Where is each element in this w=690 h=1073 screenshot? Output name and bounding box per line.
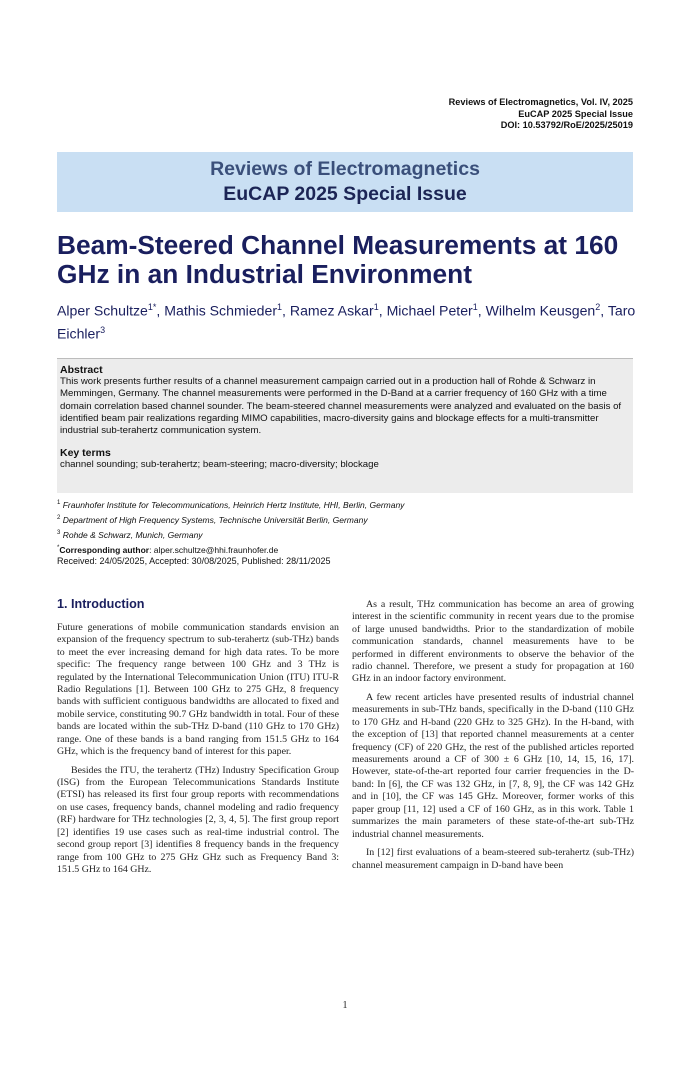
author-affiliation-mark: 3 bbox=[100, 324, 106, 335]
author-name: Michael Peter bbox=[386, 302, 473, 319]
author-separator: , bbox=[477, 302, 486, 319]
author-name: Wilhelm Keusgen bbox=[485, 302, 596, 319]
paragraph: Future generations of mobile communication standards envision an expansion of the frequency spectrum to sub-terahertz (sub-THz) bands to meet the ever increasing demand for high data rates. To be more specific: The frequency range between 100 GHz and 3 THz is regulated by the International Telecommunication Union (ITU) ITU-R Radio Regulations [1]. Between 100 GHz to 275 GHz, 8 frequency bands with sufficient contiguous bandwidths are allocated to fixed and mobile service, constituting 90.7 GHz bandwidth in total. Four of these bands are located within the sub-THz D-band (110 GHz to 170 GHz) range. One of these bands is a band ranging from 151.5 GHz to 164 GHz, which is the frequency band of interest for this paper. bbox=[57, 622, 339, 758]
key-terms-heading: Key terms bbox=[60, 447, 111, 460]
affiliation-1: $^1$ Fraunhofer Institute for Telecommunications, Heinrich Hertz Institute, HHI, Berlin, Germany bbox=[57, 499, 405, 510]
corresponding-author: *Corresponding author: alper.schultze@hhi.fraunhofer.de bbox=[57, 545, 279, 556]
author-list bbox=[57, 298, 637, 343]
paragraph: In [12] first evaluations of a beam-steered sub-terahertz (sub-THz) channel measurement campaign in D-band have been bbox=[352, 847, 634, 871]
paragraph: A few recent articles have presented results of industrial channel measurements in sub-THz bands, specifically in the D-band (110 GHz to 170 GHz and H-band (220 GHz to 325 GHz). In the H-band, with the exception of [13] that reported channel measurements at a center frequency (CF) of 220 GHz, the rest of the published articles reported measurements around a CF of 300 ± 6 GHz [10, 14, 15, 16, 17]. However, state-of-the-art reported four carrier frequencies in the D-band: In [6], the CF was 132 GHz, in [7, 8, 9], the CF was 142 GHz and in [10], the CF was 145 GHz. Moreover, former works of this paper group [11, 12] used a CF of 160 GHz, as in this work. Table 1 summarizes the main parameters of these state-of-the-art sub-THz industrial channel measurements. bbox=[352, 692, 634, 840]
abstract-heading: Abstract bbox=[60, 364, 103, 376]
author-name: Mathis Schmieder bbox=[164, 302, 278, 319]
affiliation-2: $^2$ Department of High Frequency Systems, Technische Universität Berlin, Germany bbox=[57, 514, 368, 525]
author-affiliation-mark: 1* bbox=[147, 302, 157, 312]
author-separator: , bbox=[156, 302, 165, 319]
journal-doi[interactable]: DOI: 10.53792/RoE/2025/25019 bbox=[500, 120, 633, 130]
paper-title: Beam-Steered Channel Measurements at 160 GHz in an Industrial Environment bbox=[57, 230, 619, 289]
page-number: 1 bbox=[342, 1000, 348, 1011]
journal-volume: Reviews of Electromagnetics, Vol. IV, 2025 bbox=[448, 97, 633, 107]
journal-banner bbox=[57, 152, 633, 212]
journal-header bbox=[449, 97, 633, 132]
author-affiliation-mark: 2 bbox=[595, 302, 601, 312]
abstract-box bbox=[57, 358, 633, 493]
author-name: Alper Schultze bbox=[57, 302, 148, 319]
affiliations bbox=[57, 497, 633, 558]
author-affiliation-mark: 1 bbox=[472, 302, 478, 312]
corresponding-email[interactable]: : alper.schultze@hhi.fraunhofer.de bbox=[149, 545, 279, 556]
author-separator: , bbox=[282, 302, 290, 319]
paragraph: As a result, THz communication has become an area of growing interest in the scientific community in recent years due to the promise of large unused bandwidths. Prior to the standardization of mobile communication standards, channel measurements have to be performed in different environments to observe the behavior of the radio channel. Therefore, we present a study for propagation at 160 GHz in an indoor factory environment. bbox=[352, 599, 634, 685]
abstract-text: This work presents further results of a channel measurement campaign carried out in a production hall of Rohde & Schwarz in Memmingen, Germany. The channel measurements were performed in the D-Band at a carrier frequency of 160 GHz with a time domain correlation based channel sounder. The beam-steered channel measurements were analyzed and evaluated on the basis of identified beam pair realizations regarding MIMO capabilities, macro-diversity gains and blockage effects for a multi-transmitter industrial sub-terahertz communication system. bbox=[60, 376, 622, 437]
publication-dates: Received: 24/05/2025, Accepted: 30/08/2025, Published: 28/11/2025 bbox=[57, 556, 331, 566]
journal-issue: EuCAP 2025 Special Issue bbox=[518, 108, 633, 119]
banner-subtitle: EuCAP 2025 Special Issue bbox=[223, 183, 467, 205]
author-affiliation-mark: 1 bbox=[277, 302, 283, 312]
right-column bbox=[352, 599, 634, 878]
section-heading: 1. Introduction bbox=[57, 597, 145, 611]
left-column bbox=[57, 597, 339, 883]
key-terms-text: channel sounding; sub-terahertz; beam-steering; macro-diversity; blockage bbox=[60, 459, 379, 471]
paragraph: Besides the ITU, the terahertz (THz) Industry Specification Group (ISG) from the European Telecommunications Standards Institute (ETSI) has released its first four group reports with recommendations on use cases, frequency bands, channel modeling and radio frequency (RF) hardware for THz technologies [2, 3, 4, 5]. The first group report [2] identifies 19 use cases such as real-time industrial control. The second group report [3] identifies 8 frequency bands in the frequency range from 100 GHz to 275 GHz GHz such as Frequency Band 3: 151.5 GHz to 164 GHz. bbox=[57, 764, 339, 875]
affiliation-3: $^3$ Rohde & Schwarz, Munich, Germany bbox=[57, 530, 203, 541]
author-separator: , bbox=[600, 302, 608, 319]
author-affiliation-mark: 1 bbox=[373, 302, 379, 312]
author-separator: , bbox=[378, 302, 387, 319]
banner-title: Reviews of Electromagnetics bbox=[210, 158, 480, 180]
author-name: Taro Eichler bbox=[57, 302, 636, 342]
author-name: Ramez Askar bbox=[289, 302, 374, 319]
